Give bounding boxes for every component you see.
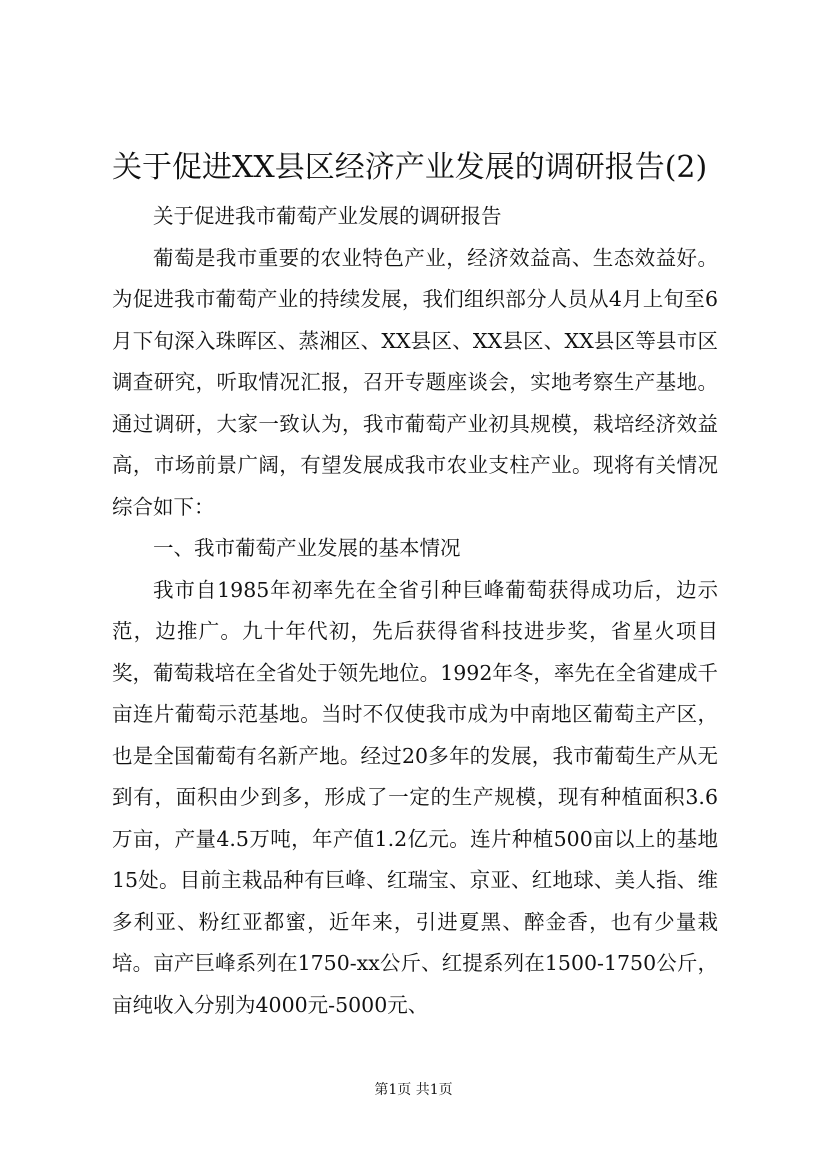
intro-paragraph: 葡萄是我市重要的农业特色产业，经济效益高、生态效益好。为促进我市葡萄产业的持续发展，我们组织部分人员从4月上旬至6月下旬深入珠晖区、蒸湘区、XX县区、XX县区、XX县区等县市区调查研究，听取情况汇报，召开专题座谈会，实地考察生产基地。通过调研，大家一致认为，我市葡萄产业初具规模，栽培经济效益高，市场前景广阔，有望发展成我市农业支柱产业。现将有关情况综合如下： (112, 245, 718, 519)
body-paragraph: 我市自1985年初率先在全省引种巨峰葡萄获得成功后，边示范，边推广。九十年代初，先后获得省科技进步奖，省星火项目奖，葡萄栽培在全省处于领先地位。1992年冬，率先在全省建成千亩连片葡萄示范基地。当时不仅使我市成为中南地区葡萄主产区，也是全国葡萄有名新产地。经过20多年的发展，我市葡萄生产从无到有，面积由少到多，形成了一定的生产规模，现有种植面积3.6万亩，产量4.5万吨，年产值1.2亿元。连片种植500亩以上的基地15处。目前主栽品种有巨峰、红瑞宝、京亚、红地球、美人指、维多利亚、粉红亚都蜜，近年来，引进夏黑、醉金香，也有少量栽培。亩产巨峰系列在1750-xx公斤、红提系列在1500-1750公斤，亩纯收入分别为4000元-5000元、 (112, 577, 718, 1017)
section-heading: 一、我市葡萄产业发展的基本情况 (153, 536, 461, 560)
document-title: 关于促进XX县区经济产业发展的调研报告(2) (112, 150, 708, 185)
subtitle-paragraph: 关于促进我市葡萄产业发展的调研报告 (153, 204, 502, 228)
document-body (112, 196, 718, 1026)
page-number-footer: 第1页 共1页 (374, 1082, 453, 1098)
